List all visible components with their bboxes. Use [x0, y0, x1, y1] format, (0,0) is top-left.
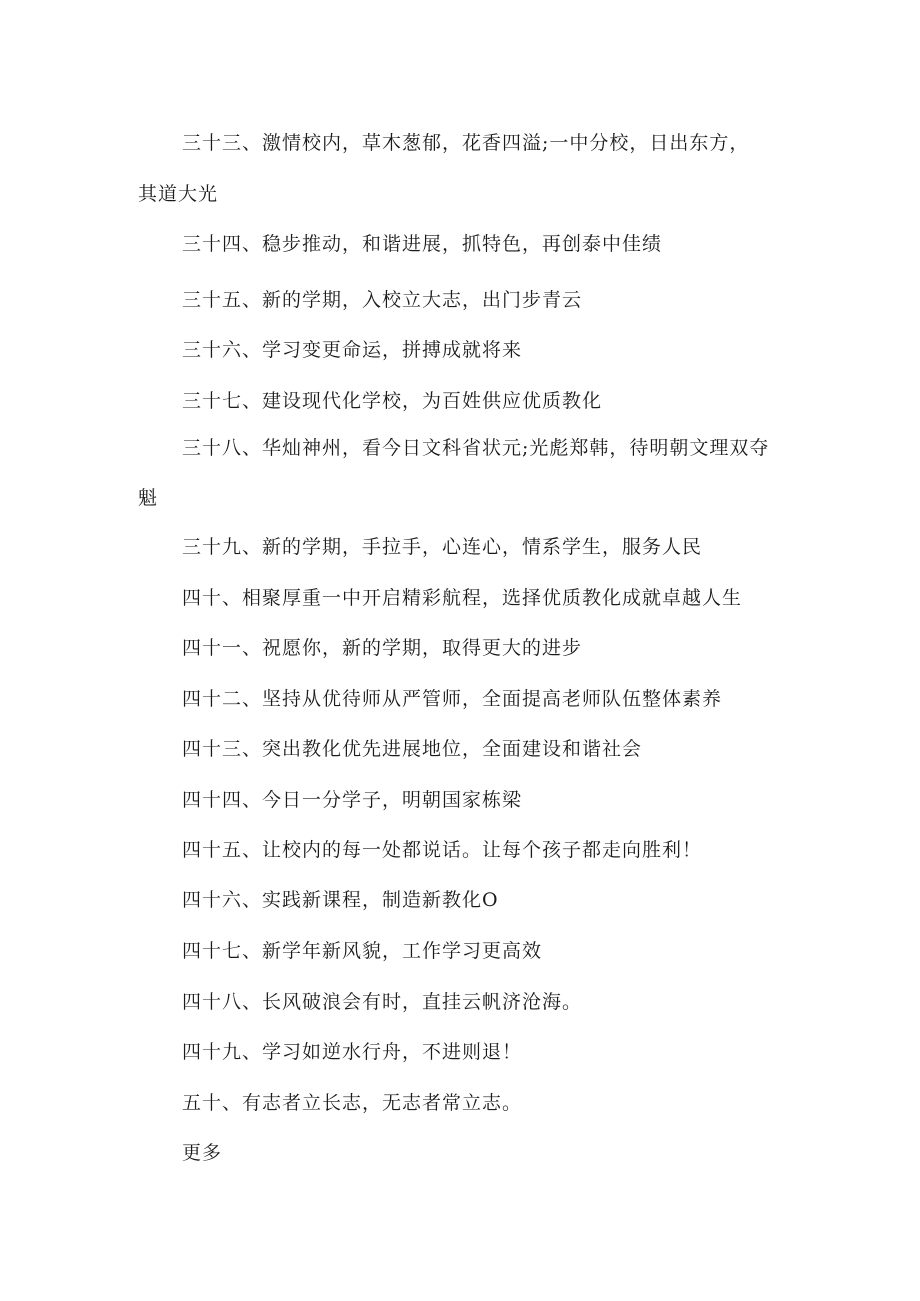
paragraph-42: 四十二、坚持从优待师从严管师，全面提高老师队伍整体素养	[182, 688, 723, 710]
paragraph-45: 四十五、让校内的每一处都说话。让每个孩子都走向胜利！	[182, 839, 703, 861]
paragraph-40: 四十、相聚厚重一中开启精彩航程，选择优质教化成就卓越人生	[182, 587, 743, 609]
paragraph-34: 三十四、稳步推动，和谐进展，抓特色，再创泰中佳绩	[182, 233, 663, 255]
paragraph-41: 四十一、祝愿你，新的学期，取得更大的进步	[182, 637, 583, 659]
paragraph-46: 四十六、实践新课程，制造新教化O	[182, 889, 499, 911]
paragraph-48: 四十八、长风破浪会有时，直挂云帆济沧海。	[182, 991, 583, 1013]
paragraph-38: 三十八、华灿神州，看今日文科省状元;光彪郑韩，待明朝文理双夺	[182, 437, 770, 459]
paragraph-36: 三十六、学习变更命运，拼搏成就将来	[182, 339, 523, 361]
paragraph-33: 三十三、激情校内，草木葱郁，花香四溢;一中分校，日出东方，	[182, 132, 750, 154]
paragraph-50: 五十、有志者立长志，无志者常立志。	[182, 1092, 523, 1114]
paragraph-33-continuation: 其道大光	[138, 183, 219, 205]
paragraph-44: 四十四、今日一分学子，明朝国家栋梁	[182, 789, 523, 811]
paragraph-39: 三十九、新的学期，手拉手，心连心，情系学生，服务人民	[182, 536, 703, 558]
more-link-text: 更多	[182, 1142, 223, 1164]
paragraph-37: 三十七、建设现代化学校，为百姓供应优质教化	[182, 390, 603, 412]
paragraph-43: 四十三、突出教化优先进展地位，全面建设和谐社会	[182, 738, 643, 760]
paragraph-47: 四十七、新学年新风貌，工作学习更高效	[182, 940, 543, 962]
paragraph-38-continuation: 魁	[138, 487, 159, 509]
paragraph-49: 四十九、学习如逆水行舟，不进则退！	[182, 1041, 523, 1063]
paragraph-35: 三十五、新的学期，入校立大志，出门步青云	[182, 289, 583, 311]
